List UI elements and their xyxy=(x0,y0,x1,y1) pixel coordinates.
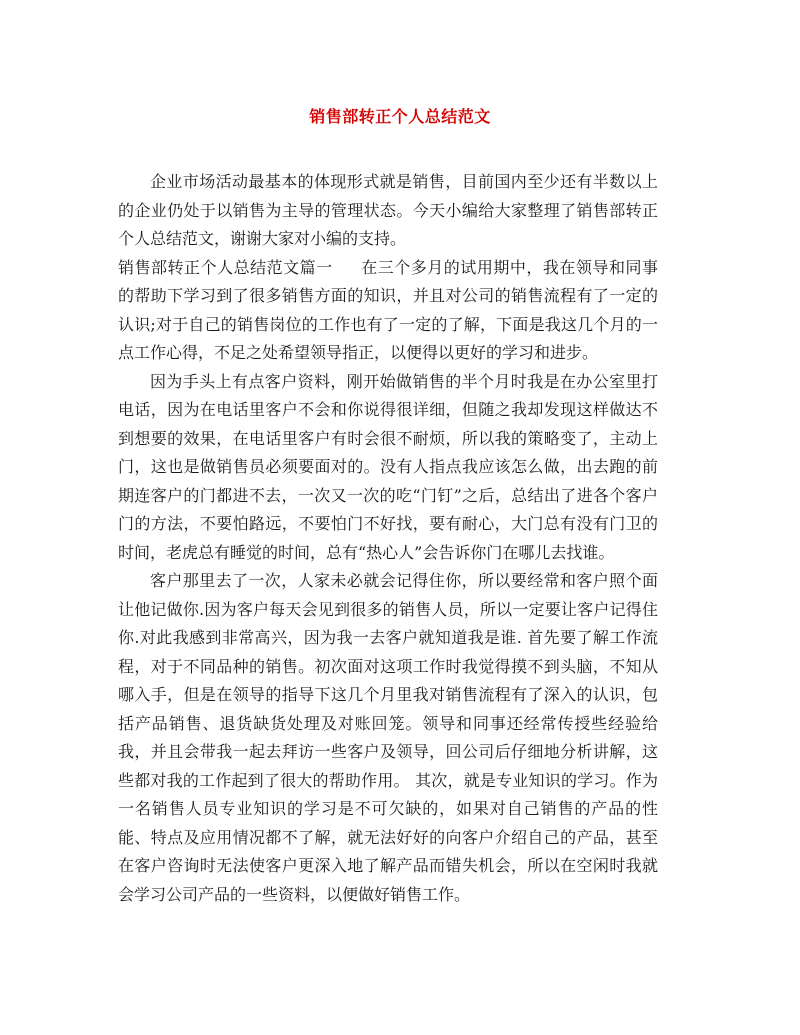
document-body xyxy=(118,168,658,909)
intro-paragraph: 企业市场活动最基本的体现形式就是销售，目前国内至少还有半数以上的企业仍处于以销售为主导的管理状态。今天小编给大家整理了销售部转正个人总结范文，谢谢大家对小编的支持。 xyxy=(118,172,658,248)
paragraph-2: 因为手头上有点客户资料，刚开始做销售的半个月时我是在办公室里打电话，因为在电话里客户不会和你说得很详细，但随之我却发现这样做达不到想要的效果，在电话里客户有时会很不耐烦，所以我的策略变了，主动上门，这也是做销售员必须要面对的。没有人指点我应该怎么做，出去跑的前期连客户的门都进不去，一次又一次的吃“门钉”之后，总结出了进各个客户门的方法，不要怕路远，不要怕门不好找，要有耐心，大门总有没有门卫的时间，老虎总有睡觉的时间，总有“热心人”会告诉你门在哪儿去找谁。 xyxy=(118,371,658,562)
section-body: 在三个多月的试用期中，我在领导和同事的帮助下学习到了很多销售方面的知识，并且对公司的销售流程有了一定的认识;对于自己的销售岗位的工作也有了一定的了解，下面是我这几个月的一点工作心得，不足之处希望领导指正，以便得以更好的学习和进步。 xyxy=(118,257,658,362)
document-title: 销售部转正个人总结范文 xyxy=(309,107,491,126)
paragraph-3: 客户那里去了一次，人家未必就会记得住你，所以要经常和客户照个面让他记做你.因为客户每天会见到很多的销售人员，所以一定要让客户记得住你.对此我感到非常高兴，因为我一去客户就知道我是谁. 首先要了解工作流程，对于不同品种的销售。初次面对这项工作时我觉得摸不到头脑，不知从哪入手，但是在领导的指导下这几个月里我对销售流程有了深入的认识，包括产品销售、退货缺货处理及对账回笼。领导和同事还经常传授些经验给我，并且会带我一起去拜访一些客户及领导，回公司后仔细地分析讲解，这些都对我的工作起到了很大的帮助作用。 其次，就是专业知识的学习。作为一名销售人员专业知识的学习是不可欠缺的，如果对自己销售的产品的性能、特点及应用情况都不了解，就无法好好的向客户介绍自己的产品，甚至在客户咨询时无法使客户更深入地了解产品而错失机会，所以在空闲时我就会学习公司产品的一些资料，以便做好销售工作。 xyxy=(118,571,658,904)
section-heading: 销售部转正个人总结范文篇一 xyxy=(118,257,333,277)
section-paragraph xyxy=(118,254,658,368)
